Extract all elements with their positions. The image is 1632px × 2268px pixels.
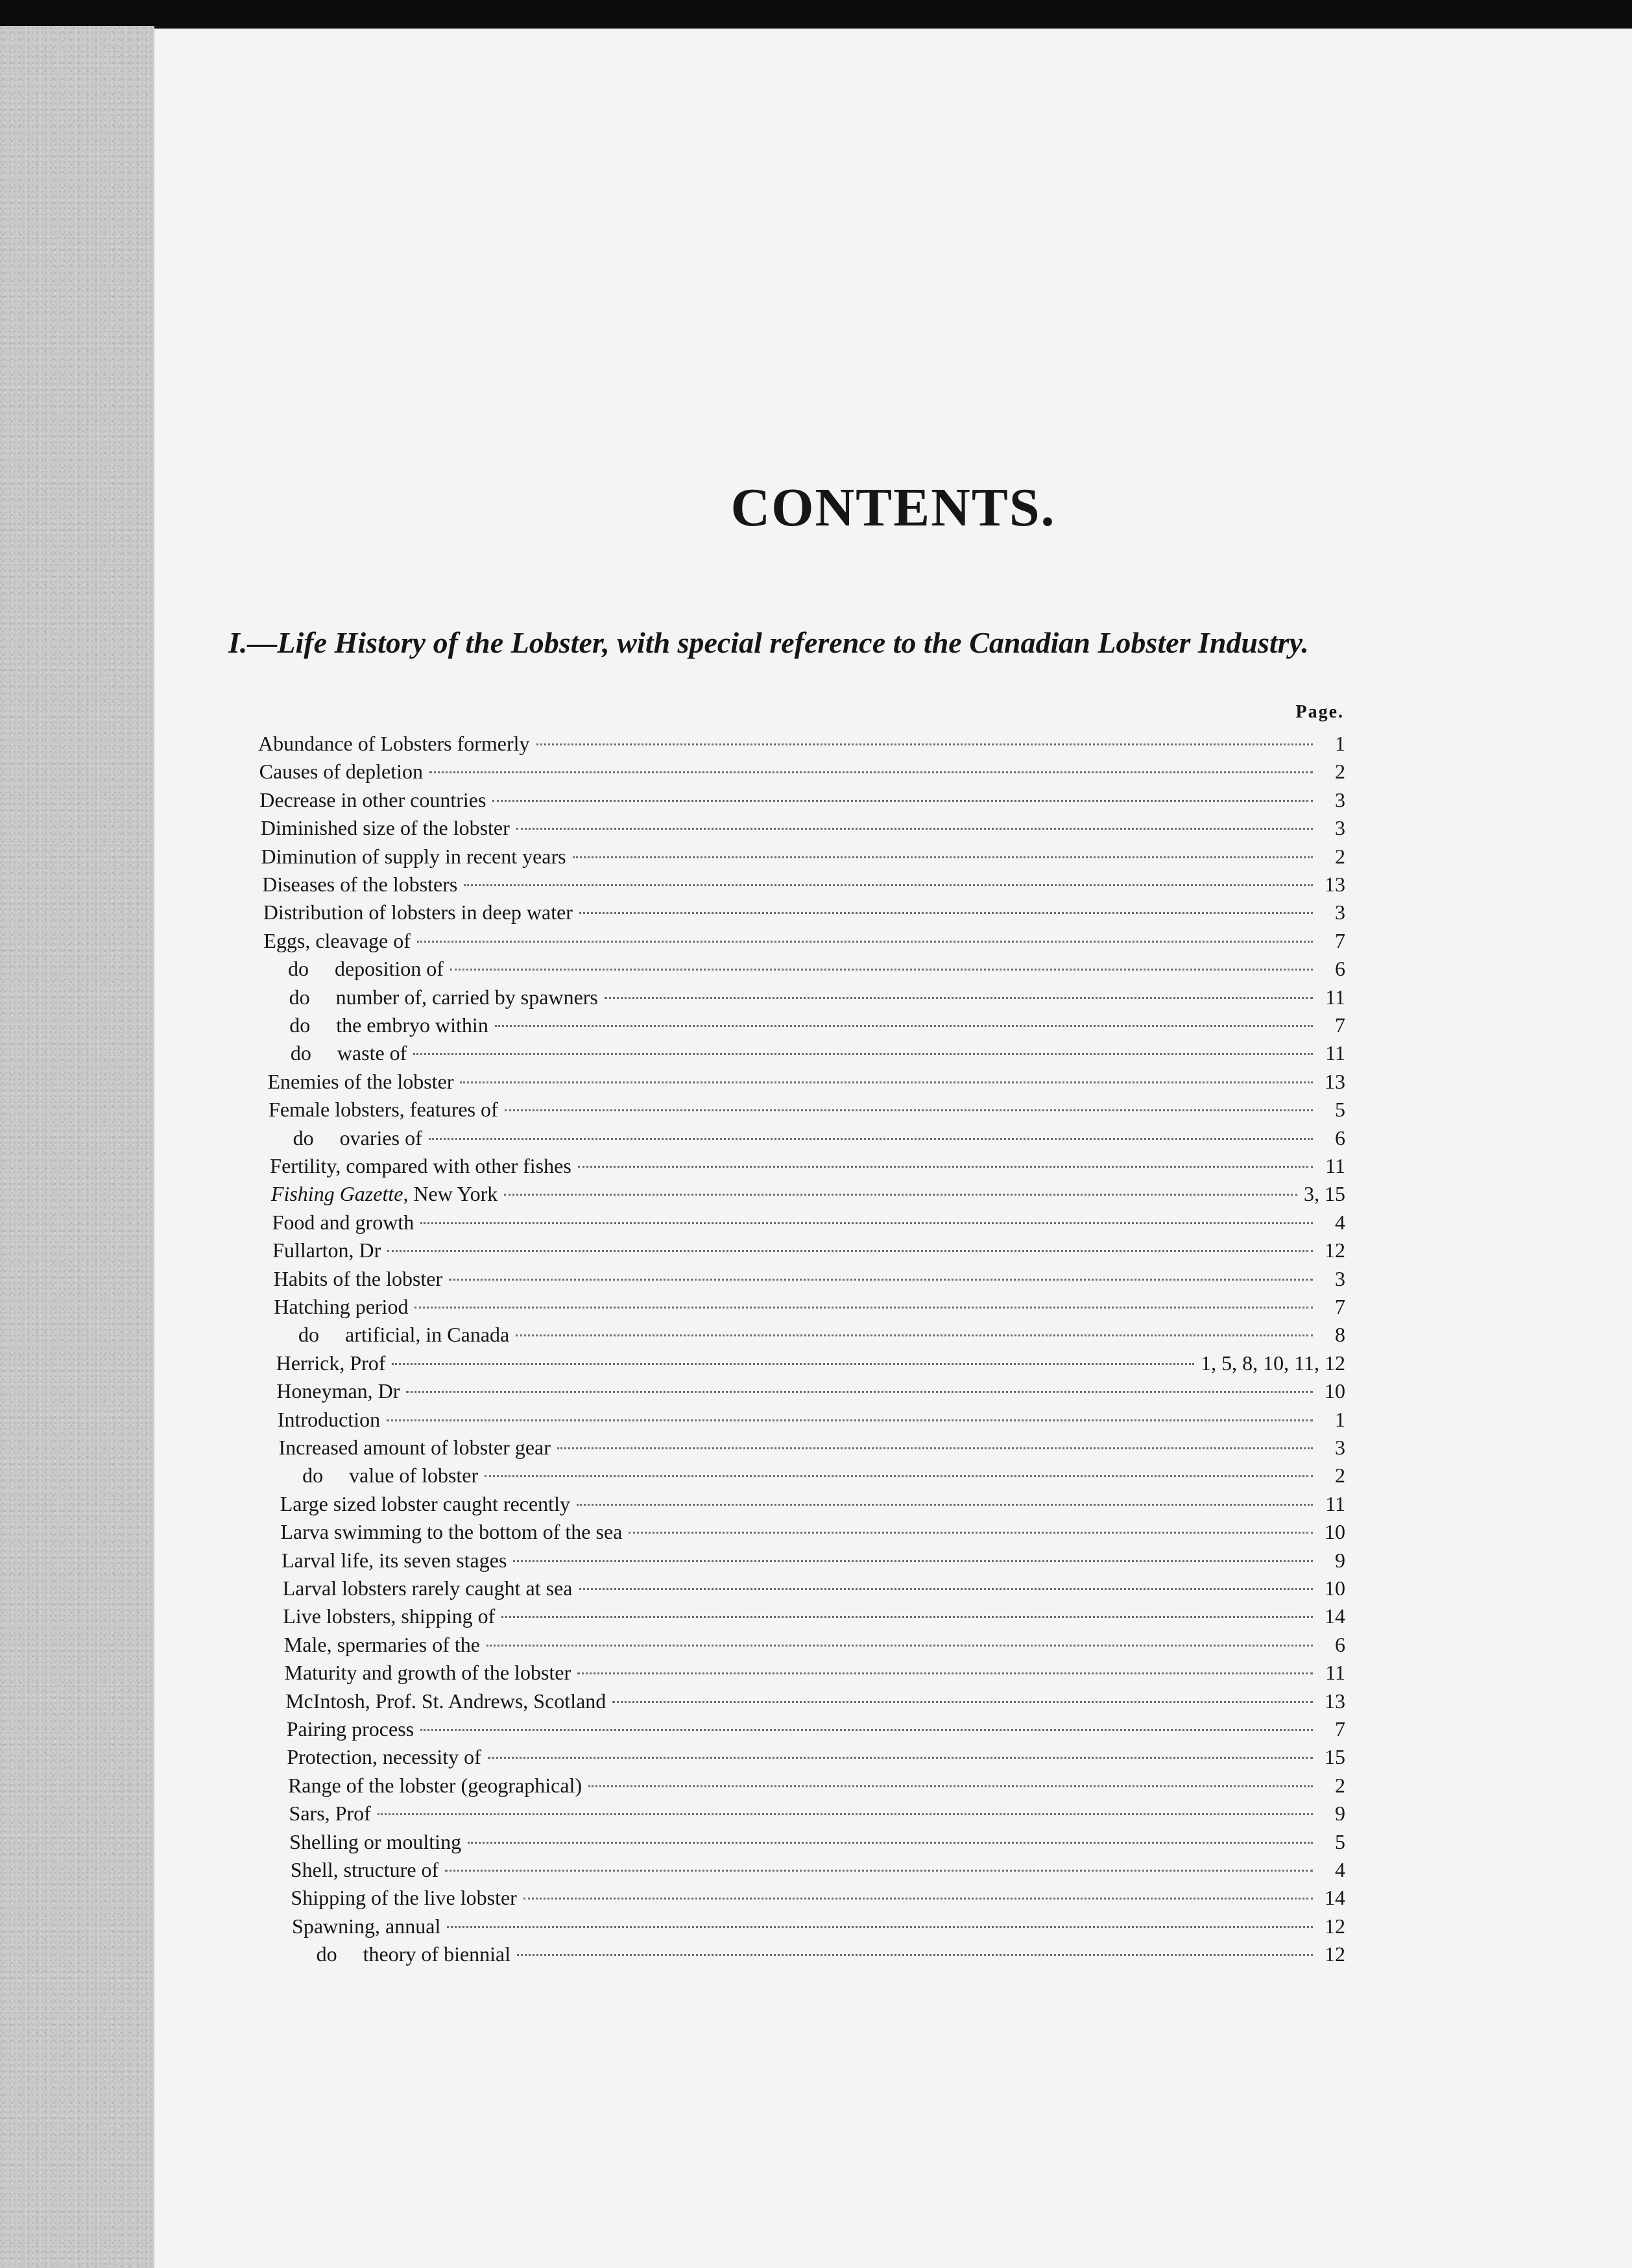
toc-entry-label: Live lobsters, shipping of: [283, 1604, 496, 1628]
toc-entry: [283, 1604, 1345, 1632]
toc-entry-page: 13: [1324, 873, 1345, 896]
toc-entry: [274, 1295, 1345, 1322]
toc-entry-label: do theory of biennial: [316, 1942, 511, 1966]
dot-leader: [420, 1729, 1313, 1731]
toc-entry-label: Female lobsters, features of: [269, 1098, 498, 1122]
toc-entry-page: 11: [1325, 1491, 1345, 1515]
toc-entry-label: Habits of the lobster: [273, 1266, 443, 1290]
toc-entry-page: 7: [1334, 1013, 1345, 1037]
toc-entry-page: 10: [1324, 1576, 1345, 1600]
toc-entry-label: Increased amount of lobster gear: [278, 1436, 551, 1459]
dot-leader: [501, 1616, 1313, 1618]
toc-entry: [262, 873, 1345, 900]
toc-entry: [291, 1858, 1345, 1885]
dot-leader: [578, 1166, 1313, 1168]
scan-left-margin: [0, 26, 154, 2268]
toc-entry-page: 1: [1335, 732, 1345, 755]
toc-entry: [278, 1408, 1345, 1435]
toc-entry-page: 14: [1324, 1886, 1345, 1910]
dot-leader: [429, 1138, 1313, 1140]
toc-entry-label: Male, spermaries of the: [283, 1632, 480, 1656]
toc-entry-page: 4: [1334, 1210, 1345, 1234]
toc-entry: [279, 1464, 1345, 1491]
dot-leader: [414, 1307, 1313, 1309]
dot-leader: [464, 884, 1313, 886]
toc-entry: [267, 1041, 1345, 1068]
toc-entry-label: Fullarton, Dr: [272, 1238, 381, 1262]
toc-entry: [276, 1379, 1345, 1406]
toc-entry-label: Herrick, Prof: [276, 1351, 386, 1375]
dot-leader: [577, 1504, 1313, 1506]
toc-entry-page: 6: [1334, 1632, 1345, 1656]
toc-entry-label: Diminution of supply in recent years: [261, 844, 566, 868]
toc-entry-label: Sars, Prof: [289, 1802, 371, 1826]
dot-leader: [488, 1757, 1313, 1759]
toc-entry: [279, 1436, 1346, 1463]
toc-entry-label: Decrease in other countries: [259, 788, 486, 812]
toc-entry-page: 7: [1334, 1717, 1345, 1741]
toc-entry: [263, 929, 1345, 956]
toc-entry-page: 3: [1334, 788, 1345, 812]
toc-entry: [261, 845, 1345, 872]
dot-leader: [420, 1222, 1313, 1224]
toc-entry-page: 12: [1324, 1942, 1345, 1966]
dot-leader: [495, 1025, 1313, 1027]
toc-entry-page: 14: [1324, 1604, 1345, 1628]
toc-entry-page: 3: [1335, 1436, 1345, 1459]
toc-entry: [259, 760, 1345, 787]
toc-entry-page: 11: [1325, 1154, 1345, 1177]
toc-entry-label: Spawning, annual: [292, 1914, 441, 1938]
toc-entry-label: Larval lobsters rarely caught at sea: [282, 1576, 573, 1600]
toc-entry-label: do the embryo within: [289, 1013, 488, 1037]
toc-entry-page: 12: [1324, 1914, 1345, 1938]
toc-entry-page: 6: [1334, 1126, 1345, 1150]
toc-entry: [266, 1013, 1345, 1041]
toc-entry: [287, 1745, 1345, 1772]
toc-entry-page: 13: [1324, 1069, 1345, 1093]
dot-leader: [504, 1194, 1297, 1196]
toc-entry-page: 1, 5, 8, 10, 11, 12: [1201, 1351, 1345, 1375]
toc-entry-label: Distribution of lobsters in deep water: [263, 900, 573, 924]
toc-entry-page: 3, 15: [1303, 1182, 1345, 1206]
toc-entry: [280, 1492, 1345, 1519]
toc-entry-page: 2: [1334, 760, 1345, 784]
dot-leader: [579, 912, 1313, 914]
dot-leader: [577, 1672, 1313, 1674]
dot-leader: [449, 1279, 1313, 1281]
toc-entry: [289, 1802, 1345, 1829]
dot-leader: [387, 1419, 1313, 1421]
toc-entry-label: Protection, necessity of: [287, 1745, 481, 1769]
dot-leader: [516, 1334, 1313, 1336]
page-column-label: Page.: [1295, 702, 1344, 722]
dot-leader: [450, 969, 1313, 971]
toc-entry-page: 3: [1334, 900, 1345, 924]
toc-entry-label: Diseases of the lobsters: [262, 873, 458, 896]
toc-entry-page: 10: [1324, 1520, 1345, 1544]
toc-entry: [265, 957, 1345, 984]
toc-entry: [288, 1774, 1345, 1801]
toc-entry-label: do value of lobster: [302, 1464, 479, 1488]
toc-entry: [272, 1238, 1345, 1266]
toc-entry-page: 10: [1324, 1379, 1345, 1403]
dot-leader: [579, 1588, 1313, 1590]
toc-entry: [261, 816, 1345, 843]
toc-entry-label: Honeyman, Dr: [276, 1379, 400, 1403]
toc-entry-label: Hatching period: [274, 1295, 409, 1318]
toc-entry-page: 11: [1325, 985, 1345, 1009]
dot-leader: [573, 856, 1313, 858]
toc-entry: [271, 1182, 1345, 1209]
dot-leader: [429, 771, 1313, 773]
toc-entry-page: 2: [1334, 1464, 1345, 1488]
toc-entry-label: Fertility, compared with other fishes: [270, 1154, 571, 1177]
toc-entry: [258, 732, 1345, 759]
toc-entry-page: 7: [1334, 1295, 1345, 1318]
toc-entry-page: 15: [1324, 1745, 1345, 1769]
toc-entry: [267, 1070, 1345, 1097]
toc-entry-label: Maturity and growth of the lobster: [284, 1661, 571, 1685]
toc-entry-label: Larval life, its seven stages: [281, 1548, 507, 1572]
toc-entry: [284, 1661, 1345, 1688]
toc-entry: [259, 788, 1345, 815]
toc-entry-label: Food and growth: [272, 1210, 414, 1234]
toc-entry: [289, 1830, 1345, 1857]
toc-entry: [280, 1520, 1345, 1547]
dot-leader: [485, 1475, 1313, 1477]
toc-entry-label: Diminished size of the lobster: [260, 816, 510, 840]
toc-entry: [283, 1576, 1345, 1604]
toc-entry: [282, 1549, 1345, 1576]
toc-entry-label: Eggs, cleavage of: [263, 928, 411, 952]
dot-leader: [406, 1391, 1313, 1393]
toc-entry-label: Shell, structure of: [290, 1858, 439, 1881]
toc-entry-label: Pairing process: [286, 1717, 414, 1741]
toc-entry: [263, 900, 1345, 928]
dot-leader: [445, 1870, 1313, 1872]
dot-leader: [523, 1898, 1313, 1900]
toc-entry-page: 11: [1325, 1041, 1345, 1065]
toc-entry-label: do waste of: [290, 1041, 407, 1065]
section-title: I.—Life History of the Lobster, with special reference to the Canadian Lobster Industry.: [228, 626, 1309, 659]
page-heading: CONTENTS.: [730, 477, 1056, 538]
dot-leader: [517, 1954, 1313, 1956]
toc-entry: [269, 1098, 1345, 1125]
dot-leader: [468, 1842, 1313, 1844]
dot-leader: [387, 1250, 1313, 1252]
toc-entry-label: Causes of depletion: [259, 760, 423, 784]
toc-entry: [270, 1154, 1345, 1181]
dot-leader: [447, 1926, 1313, 1928]
dot-leader: [513, 1560, 1313, 1562]
toc-entry-label: Larva swimming to the bottom of the sea: [280, 1520, 623, 1544]
dot-leader: [492, 800, 1313, 802]
toc-entry: [287, 1717, 1345, 1744]
toc-entry-label: Shelling or moulting: [289, 1829, 462, 1853]
toc-entry: [274, 1267, 1345, 1294]
document-page: [154, 29, 1632, 2268]
toc-entry-label: do artificial, in Canada: [298, 1323, 510, 1347]
dot-leader: [460, 1081, 1313, 1083]
toc-entry-page: 3: [1334, 1266, 1345, 1290]
toc-entry-label: Introduction: [277, 1407, 381, 1431]
toc-entry: [272, 1211, 1345, 1238]
toc-entry-label: Fishing Gazette, New York: [270, 1182, 498, 1206]
dot-leader: [536, 743, 1313, 745]
dot-leader: [588, 1785, 1313, 1787]
toc-entry-page: 12: [1324, 1238, 1345, 1262]
toc-entry: [285, 1689, 1345, 1717]
toc-entry-label: Shipping of the live lobster: [291, 1886, 517, 1910]
toc-entry-label: Abundance of Lobsters formerly: [258, 732, 530, 755]
toc-entry-page: 3: [1334, 816, 1345, 840]
toc-entry: [270, 1126, 1345, 1153]
toc-entry-page: 7: [1334, 928, 1345, 952]
toc-entry: [293, 1942, 1345, 1970]
toc-entry-label: do ovaries of: [293, 1126, 422, 1150]
dot-leader: [557, 1447, 1313, 1449]
toc-entry-page: 11: [1325, 1661, 1345, 1685]
dot-leader: [605, 997, 1313, 999]
toc-entry-page: 6: [1334, 957, 1345, 981]
toc-entry-label: Large sized lobster caught recently: [280, 1491, 570, 1515]
toc-entry-page: 5: [1334, 1098, 1345, 1122]
dot-leader: [392, 1363, 1194, 1365]
toc-entry-page: 13: [1324, 1689, 1345, 1713]
toc-entry-page: 4: [1334, 1858, 1345, 1881]
toc-entry-page: 8: [1334, 1323, 1345, 1347]
dot-leader: [505, 1109, 1313, 1111]
dot-leader: [378, 1813, 1313, 1815]
dot-leader: [629, 1532, 1313, 1534]
toc-entry: [291, 1886, 1345, 1913]
dot-leader: [486, 1645, 1313, 1647]
toc-entry-label: Range of the lobster (geographical): [287, 1773, 582, 1797]
toc-entry-label: Enemies of the lobster: [267, 1069, 454, 1093]
toc-entry-page: 2: [1334, 844, 1345, 868]
toc-entry-page: 9: [1334, 1802, 1345, 1826]
toc-entry: [275, 1323, 1345, 1350]
dot-leader: [413, 1053, 1313, 1055]
dot-leader: [516, 828, 1313, 830]
toc-entry: [276, 1351, 1345, 1379]
toc-entry-label: do number of, carried by spawners: [289, 985, 598, 1009]
toc-entry: [292, 1914, 1345, 1942]
toc-entry: [266, 985, 1345, 1013]
toc-entry-label: do deposition of: [287, 957, 444, 981]
toc-entry-page: 2: [1334, 1773, 1345, 1797]
toc-entry: [284, 1633, 1345, 1660]
toc-entry-label: McIntosh, Prof. St. Andrews, Scotland: [285, 1689, 606, 1713]
toc-entry-page: 1: [1334, 1407, 1345, 1431]
toc-entry-page: 5: [1334, 1829, 1345, 1853]
dot-leader: [417, 941, 1313, 943]
dot-leader: [612, 1701, 1313, 1703]
toc-entry-page: 9: [1334, 1548, 1345, 1572]
